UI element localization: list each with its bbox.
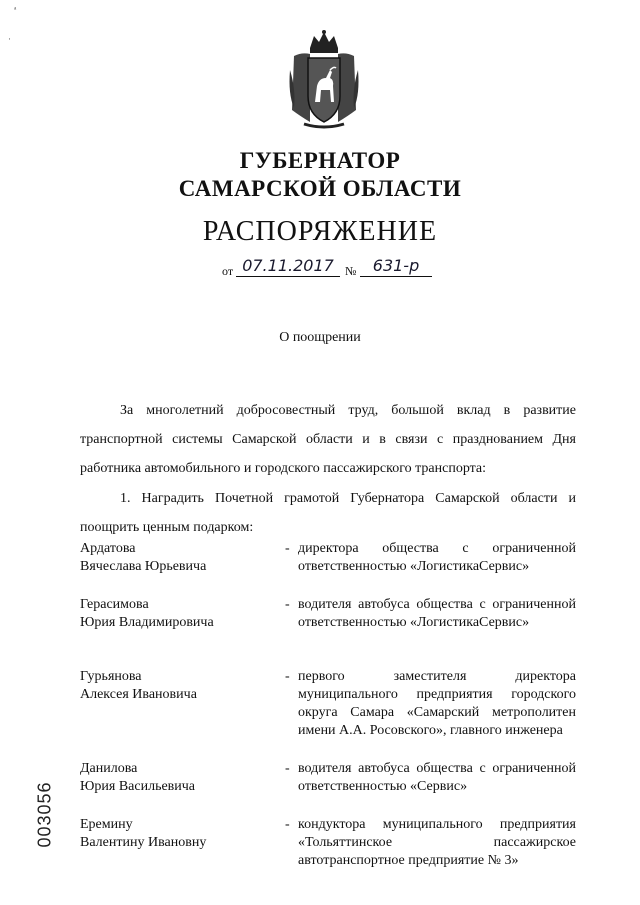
order-from-label: от [222,264,234,278]
awardee-position: водителя автобуса общества с ограниченной ответственностью «ЛогистикаСервис» [298,597,576,630]
award-paragraph: 1. Наградить Почетной грамотой Губернатора Самарской области и поощрить ценным подарком: [80,491,576,535]
awardee-name [80,540,270,576]
awardee-given-names: Вячеслава Юрьевича [80,559,207,574]
archive-stamp [32,776,58,856]
scan-mark-icon: ᵃ [14,4,17,14]
document-subject: О поощрении [279,330,361,345]
archive-stamp-number: 003056 [34,781,55,848]
header-line1: ГУБЕРНАТОР [239,148,401,173]
entry-dash: - [285,817,290,832]
awardee-position: первого заместителя директора муниципального предприятия городского округа Самара «Самарский метрополитен имени А.А. Росовского», главного инженера [298,669,576,738]
awardee-surname: Герасимова [80,597,149,612]
scan-mark-icon: · [8,34,11,44]
awardee-given-names: Валентину Ивановну [80,835,207,850]
order-date: 07.11.2017 [236,256,340,277]
document-type: РАСПОРЯЖЕНИЕ [202,216,438,247]
order-details [222,256,442,280]
awardee-name [80,760,270,796]
awardee-name [80,816,270,852]
awardee-surname: Данилова [80,761,138,776]
order-number-label: № [345,264,357,278]
entry-dash: - [285,541,290,556]
awardee-position: водителя автобуса общества с ограниченной ответственностью «Сервис» [298,761,576,794]
awardee-position: кондуктора муниципального предприятия «Тольяттинское пассажирское автотранспортное предприятие № 3» [298,817,576,868]
awardee-surname: Еремину [80,817,133,832]
header-line2: САМАРСКОЙ ОБЛАСТИ [178,176,462,201]
awardee-name [80,668,270,704]
samara-coat-of-arms-icon [288,30,360,130]
entry-dash: - [285,761,290,776]
awardee-surname: Гурьянова [80,669,142,684]
awardee-surname: Ардатова [80,541,136,556]
awardee-name [80,596,270,632]
awardee-given-names: Юрия Владимировича [80,615,214,630]
awardee-position: директора общества с ограниченной ответственностью «ЛогистикаСервис» [298,541,576,574]
entry-dash: - [285,669,290,684]
awardee-given-names: Юрия Васильевича [80,779,196,794]
entry-dash: - [285,597,290,612]
preamble-paragraph: За многолетний добросовестный труд, большой вклад в развитие транспортной системы Самарской области и в связи с празднованием Дня работника автомобильного и городского пассажирского транспорта: [80,403,576,476]
awardee-given-names: Алексея Ивановича [80,687,197,702]
order-number: 631-р [360,256,432,277]
